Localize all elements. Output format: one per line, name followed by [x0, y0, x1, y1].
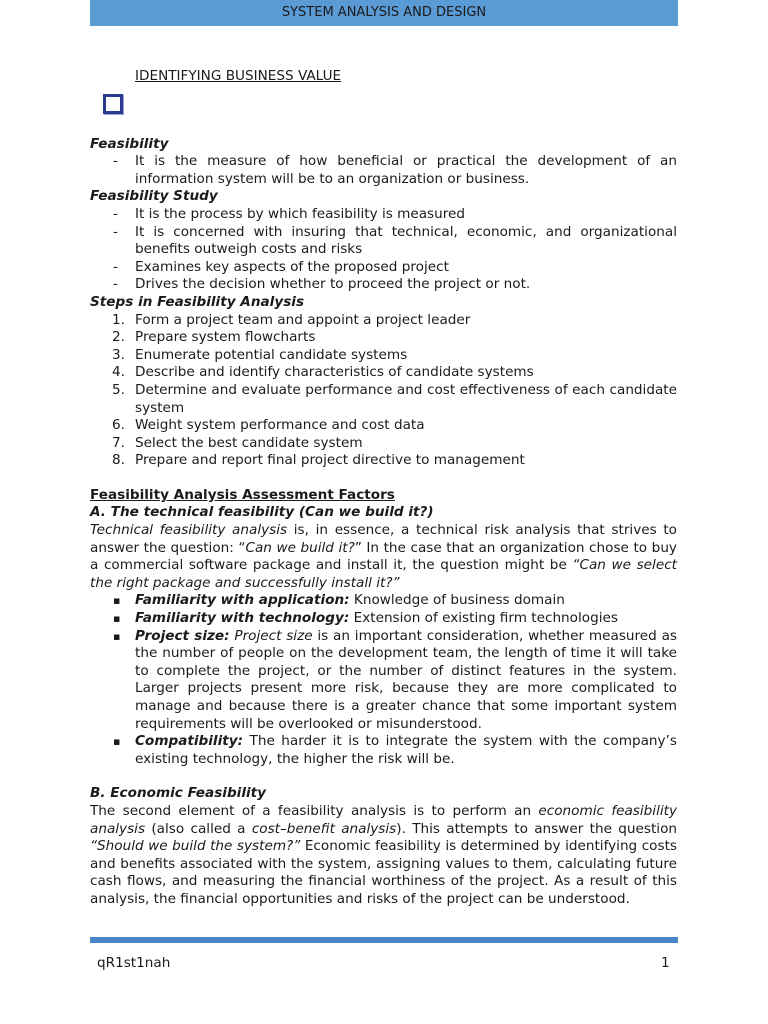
list-item: 1. Form a project team and appoint a project leader: [112, 311, 471, 328]
list-item: - It is concerned with insuring that technical, economic, and organizational benefits outweigh costs and risks: [113, 223, 677, 258]
list-item: ▪ Familiarity with application: Knowledge of business domain: [113, 592, 565, 609]
list-item: ▪ Compatibility: The harder it is to integrate the system with the company’s existing technology, the higher the risk will be.: [113, 733, 677, 767]
square-bullet-icon: ▪: [113, 735, 121, 749]
list-item: 8. Prepare and report final project directive to management: [112, 452, 525, 469]
list-item: - It is the process by which feasibility is measured: [113, 205, 466, 222]
assessment-heading: Feasibility Analysis Assessment Factors: [90, 486, 395, 503]
steps-heading: Steps in Feasibility Analysis: [90, 293, 305, 310]
list-item: ▪ Familiarity with technology: Extension of existing firm technologies: [113, 610, 618, 627]
steps-list: [90, 312, 677, 470]
footer-author: qR1st1nah: [97, 955, 171, 971]
list-item: - Drives the decision whether to proceed the project or not.: [113, 276, 531, 293]
footer-rule: [90, 937, 678, 943]
page-header: [90, 0, 678, 26]
document-body: [90, 68, 677, 909]
list-item: 6. Weight system performance and cost data: [112, 417, 425, 434]
list-item: 3. Enumerate potential candidate systems: [112, 346, 408, 363]
page-number: 1: [661, 955, 670, 971]
feasibility-study-heading: Feasibility Study: [90, 188, 218, 205]
checkbox-square-icon: [103, 94, 123, 114]
square-bullet-icon: ▪: [113, 594, 121, 608]
list-item: 5. Determine and evaluate performance and cost effectiveness of each candidate system: [112, 381, 677, 416]
list-item: 7. Select the best candidate system: [112, 434, 363, 451]
list-item: - It is the measure of how beneficial or practical the development of an information system will be to an organization or business.: [113, 153, 677, 187]
economic-heading: B. Economic Feasibility: [90, 785, 267, 802]
list-item: - Examines key aspects of the proposed project: [113, 258, 449, 275]
feasibility-heading: Feasibility: [90, 135, 169, 152]
list-item: 2. Prepare system flowcharts: [112, 329, 316, 346]
technical-heading: A. The technical feasibility (Can we build it?): [90, 504, 434, 521]
technical-factors-list: [90, 592, 677, 768]
square-bullet-icon: ▪: [113, 629, 121, 643]
economic-paragraph: The second element of a feasibility analysis is to perform an economic feasibility analysis (also called a cost–benefit analysis). This attempts to answer the question “Should we build the system?” Economic feasibility is determined by identifying costs and benefits associated with the system, assigning values to them, calculating future cash flows, and measuring the financial worthiness of the project. As a result of this analysis, the financial opportunities and risks of the project can be understood.: [90, 802, 677, 907]
list-item: ▪ Project size: Project size is an important consideration, whether measured as the number of people on the development team, the length of time it will take to complete the project, or the number of distinct features in the system. Larger projects present more risk, because they are more complicated to manage and because there is a greater chance that some important system requirements will be overlooked or misunderstood.: [113, 627, 678, 732]
section-title: IDENTIFYING BUSINESS VALUE: [135, 68, 342, 84]
feasibility-study-list: [90, 206, 677, 294]
list-item: 4. Describe and identify characteristics of candidate systems: [112, 364, 534, 381]
technical-paragraph: Technical feasibility analysis is, in essence, a technical risk analysis that strives to answer the question: “Can we build it?” In the case that an organization chose to buy a commercial software package and install it, the question might be “Can we select the right package and successfully install it?”: [90, 522, 677, 591]
feasibility-list: [90, 153, 677, 188]
header-title: SYSTEM ANALYSIS AND DESIGN: [281, 5, 487, 20]
square-bullet-icon: ▪: [113, 612, 121, 626]
